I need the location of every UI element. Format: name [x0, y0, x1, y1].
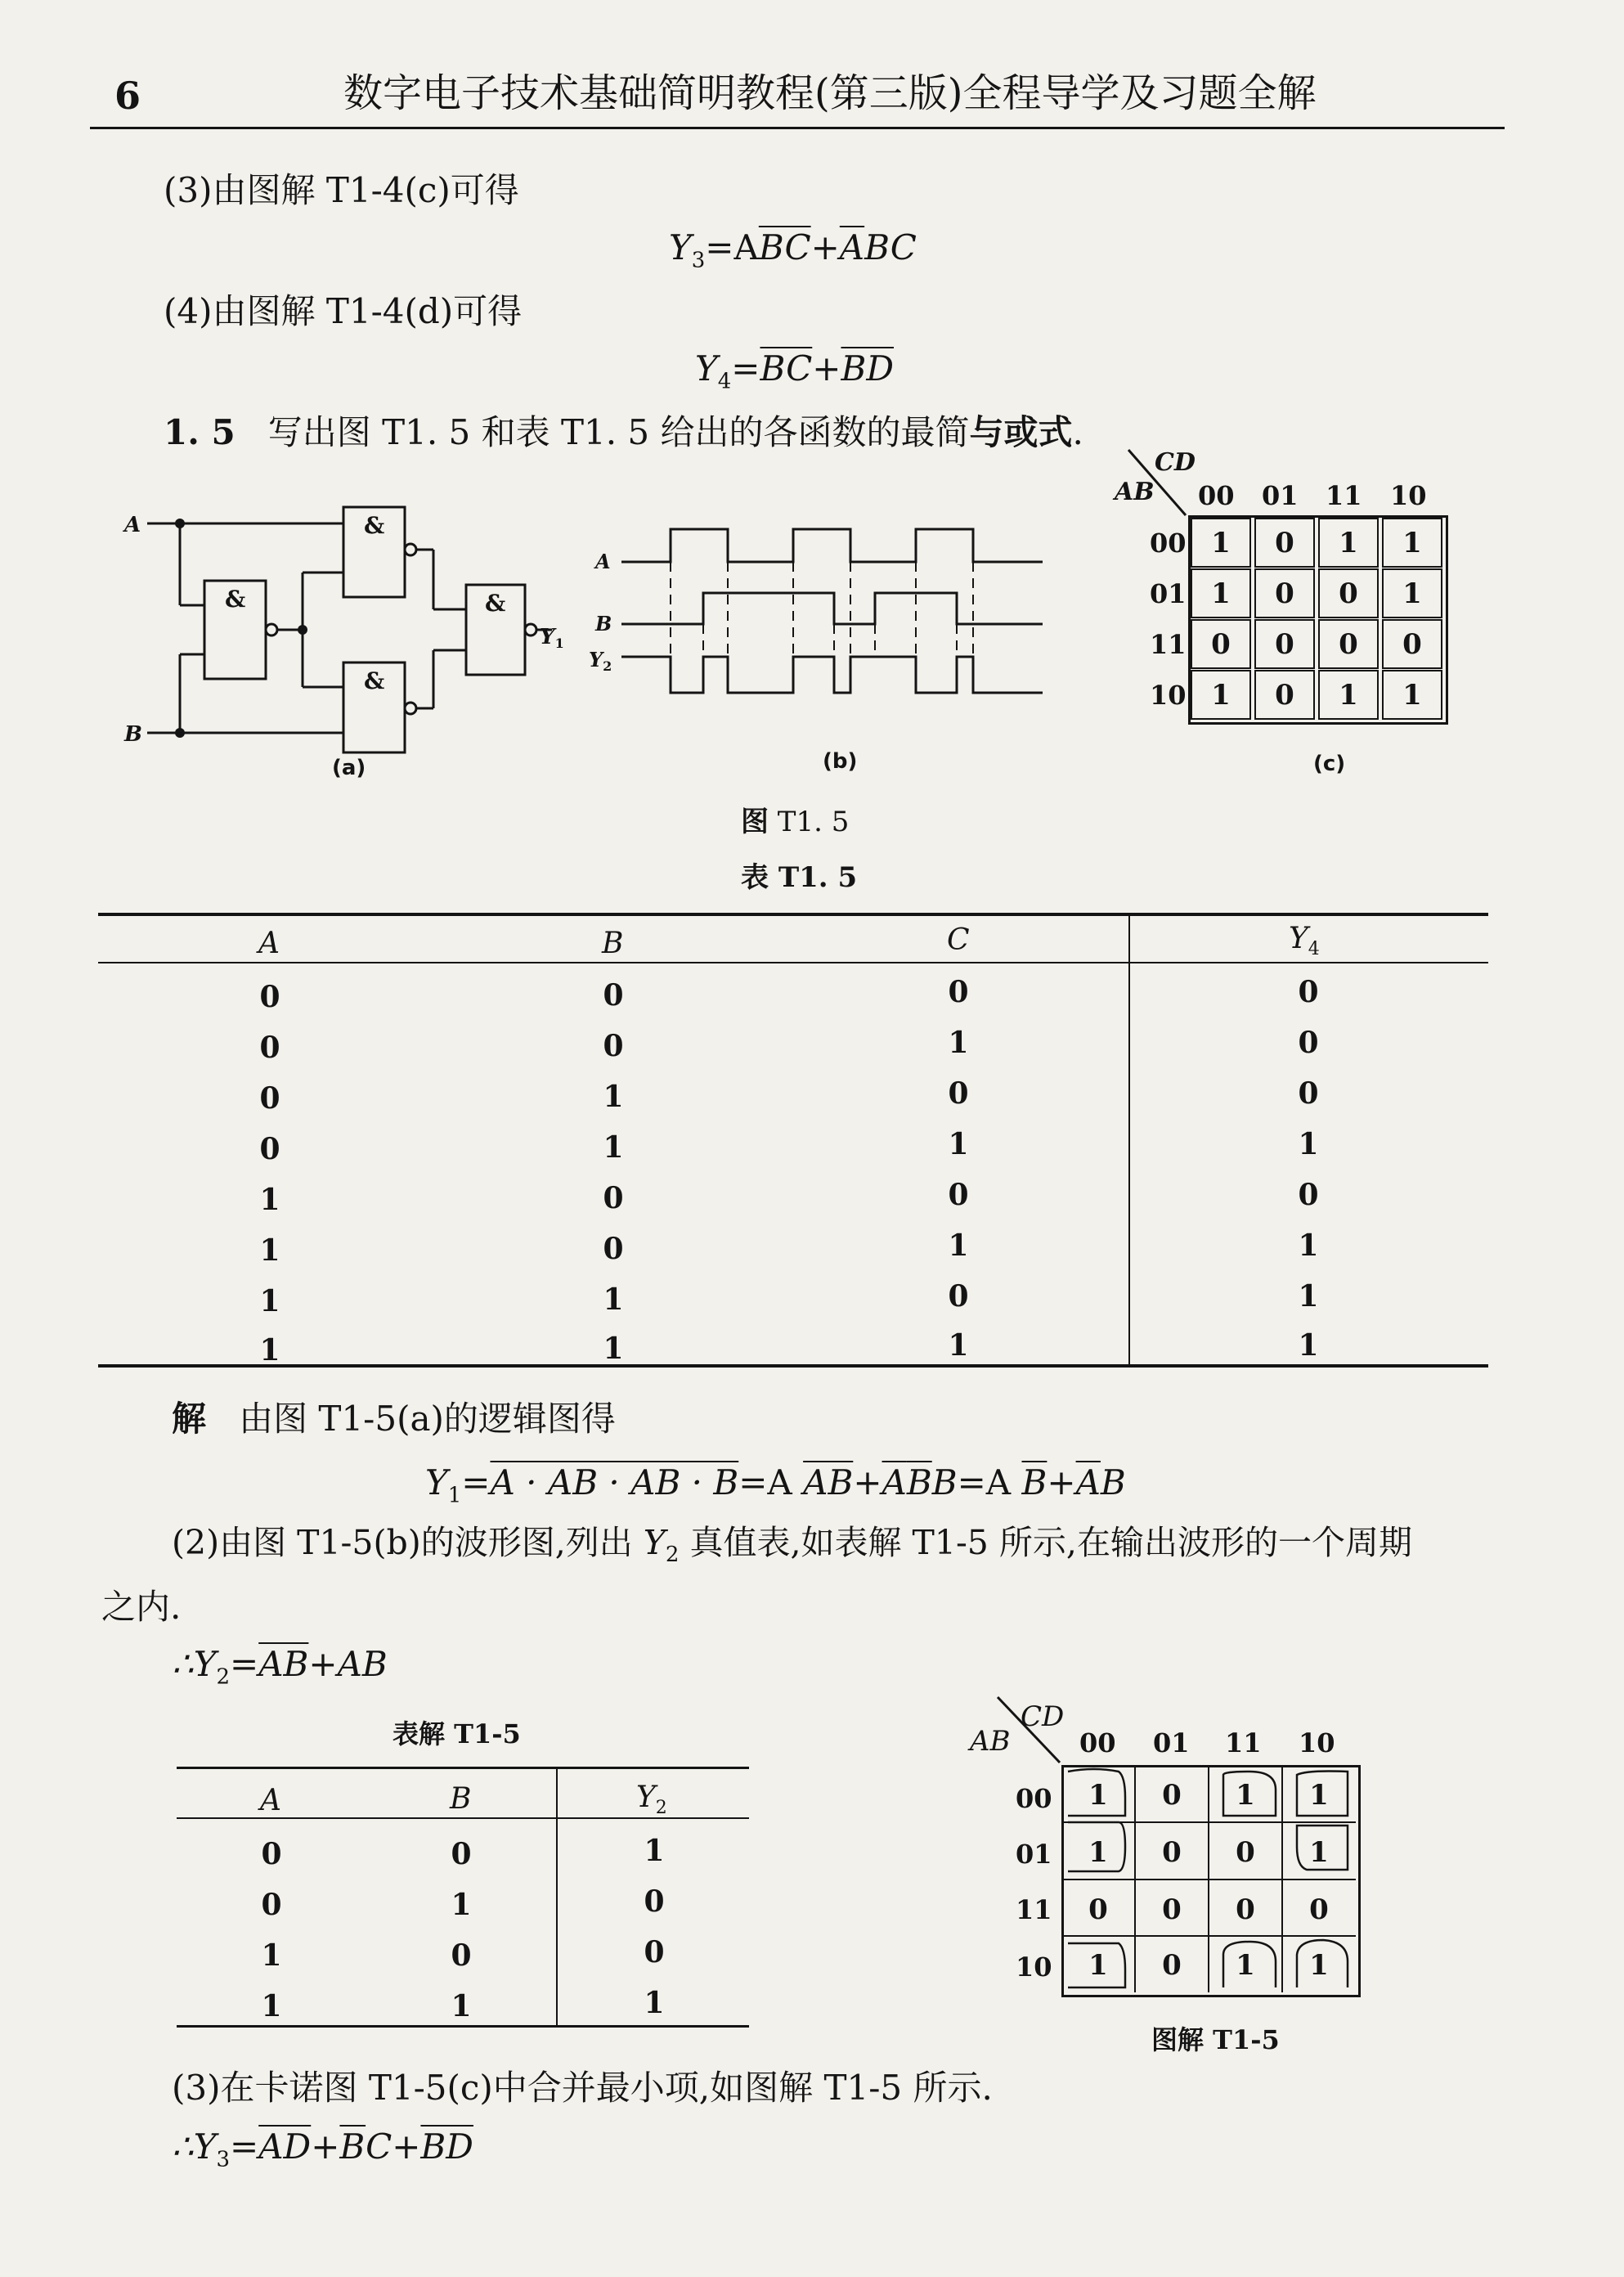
table1-cell: 1: [603, 1080, 624, 1114]
kmap-sol-col: 01: [1153, 1727, 1190, 1758]
and-gate-4-label: &: [485, 590, 506, 617]
kmap-c-cell: 1: [1382, 518, 1442, 568]
table2-cell: 1: [451, 1989, 472, 2023]
kmap-c-row: 01: [1150, 578, 1187, 609]
table1-cell: 1: [603, 1130, 624, 1165]
waveform-diagram: [589, 519, 1055, 716]
and-gate-1-label: &: [225, 586, 246, 613]
table2-cell: 0: [261, 1888, 282, 1922]
kmap-c-cell: 0: [1254, 619, 1315, 669]
table2-cell: 1: [261, 1989, 282, 2023]
table1-cell: 1: [603, 1332, 624, 1366]
table1-bottom-rule: [98, 1364, 1488, 1368]
logic-diagram: [123, 491, 581, 802]
kmap-sol-col: 11: [1225, 1727, 1262, 1758]
problem-statement: 1. 5 写出图 T1. 5 和表 T1. 5 给出的各函数的最简与或式.: [164, 412, 1083, 452]
table1-cell: 1: [1298, 1279, 1319, 1314]
table1-cell: 1: [948, 1328, 969, 1363]
table1-cell: 0: [1298, 975, 1319, 1009]
wave-y2-label: $Y_2$: [589, 648, 612, 674]
kmap-sol-row: 11: [1016, 1894, 1052, 1925]
table2-top-rule: [177, 1767, 749, 1769]
kmap-sol-cell: 1: [1236, 1778, 1255, 1812]
table1-cell: 0: [948, 1178, 969, 1212]
kmap-c-cell: 0: [1318, 619, 1379, 669]
table1-cell: 0: [259, 1031, 280, 1065]
kmap-c-row: 10: [1150, 680, 1187, 711]
header-rule: [90, 127, 1505, 129]
table2-caption: 表解 T1-5: [393, 1718, 521, 1749]
table1-cell: 0: [603, 1029, 624, 1063]
table1-cell: 0: [1298, 1076, 1319, 1111]
table1-cell: 0: [948, 1076, 969, 1111]
solution-intro: 解 由图 T1-5(a)的逻辑图得: [172, 1399, 616, 1439]
kmap-sol-cell: 0: [1088, 1893, 1108, 1926]
table2-cell: 0: [451, 1837, 472, 1871]
table1-cell: 1: [259, 1333, 280, 1368]
kmap-sol-cell: 1: [1309, 1948, 1329, 1982]
table1-header-b: B: [602, 927, 624, 960]
kmap-c-cd-label: CD: [1155, 448, 1196, 477]
wave-b-label: B: [595, 612, 612, 635]
caption-b: (b): [823, 749, 858, 774]
table2-header-a: A: [260, 1784, 281, 1817]
table1-header-rule: [98, 962, 1488, 963]
table1-cell: 1: [948, 1228, 969, 1263]
kmap-c-cell: 0: [1382, 619, 1442, 669]
kmap-c-cell: 0: [1191, 619, 1251, 669]
table2-bottom-rule: [177, 2025, 749, 2028]
table1-header-y4: $Y_4$: [1289, 922, 1320, 960]
input-b-label: B: [124, 722, 142, 747]
paragraph-4: (4)由图解 T1-4(d)可得: [164, 291, 523, 331]
kmap-sol-cell: 1: [1309, 1835, 1329, 1869]
table1-cell: 1: [259, 1233, 280, 1268]
table2-divider: [556, 1767, 558, 2027]
table1-cell: 1: [603, 1282, 624, 1317]
kmap-sol-cd-label: CD: [1021, 1700, 1065, 1733]
kmap-c-col: 00: [1198, 480, 1235, 511]
kmap-c-cell: 1: [1318, 670, 1379, 720]
kmap-c-cell: 1: [1191, 568, 1251, 618]
kmap-c-cell: 1: [1382, 670, 1442, 720]
table2-cell: 0: [644, 1884, 665, 1919]
kmap-sol-cell: 0: [1162, 1893, 1182, 1926]
kmap-sol-cell: 1: [1088, 1778, 1108, 1812]
kmap-sol-cell: 0: [1162, 1948, 1182, 1982]
running-title: 数字电子技术基础简明教程(第三版)全程导学及习题全解: [343, 70, 1317, 116]
kmap-sol-cell: 1: [1088, 1948, 1108, 1982]
table1-cell: 1: [1298, 1127, 1319, 1161]
kmap-c-cell: 0: [1254, 670, 1315, 720]
kmap-c-row: 00: [1150, 528, 1187, 559]
table2-cell: 0: [644, 1935, 665, 1969]
table1-divider: [1128, 913, 1130, 1368]
figure-caption: 图 T1. 5: [741, 806, 850, 838]
equation-y4: $Y_4=\overline{BC}+\overline{BD}$: [695, 348, 895, 394]
table1-cell: 1: [259, 1183, 280, 1217]
table1-cell: 0: [1298, 1178, 1319, 1212]
table1-cell: 0: [259, 980, 280, 1014]
table1-cell: 0: [603, 978, 624, 1013]
table1-header-a: A: [258, 927, 280, 960]
input-a-label: A: [124, 513, 141, 537]
output-y1-label: Y1: [540, 625, 564, 651]
table2-cell: 1: [451, 1888, 472, 1922]
kmap-c-col: 01: [1262, 480, 1299, 511]
paragraph-2: (2)由图 T1-5(b)的波形图,列出 $Y_2$ 真值表,如表解 T1-5 所示,在输出波形的一个周期: [172, 1523, 1412, 1568]
equation-y2: $\therefore Y_2=\overline{AB}+AB$: [172, 1644, 388, 1690]
kmap-c-cell: 1: [1191, 670, 1251, 720]
kmap-c-cell: 1: [1382, 568, 1442, 618]
kmap-c-ab-label: AB: [1115, 478, 1155, 506]
paragraph-3: (3)由图解 T1-4(c)可得: [164, 170, 519, 210]
table1-cell: 0: [948, 975, 969, 1009]
kmap-c-col: 11: [1326, 480, 1362, 511]
table2-header-y2: $Y_2$: [636, 1781, 667, 1819]
kmap-c-col: 10: [1390, 480, 1427, 511]
kmap-sol-cell: 1: [1088, 1835, 1108, 1869]
kmap-sol-cell: 1: [1236, 1948, 1255, 1982]
kmap-solution: [970, 1693, 1411, 2069]
table1-cell: 0: [603, 1181, 624, 1215]
wave-a-label: A: [595, 550, 611, 573]
table2-cell: 0: [261, 1837, 282, 1871]
kmap-c-cell: 1: [1318, 518, 1379, 568]
kmap-c-cell: 0: [1318, 568, 1379, 618]
equation-y3-final: $\therefore Y_3=\overline{AD}+\overline{B}C+\overline{BD}$: [172, 2127, 473, 2172]
table2-header-b: B: [450, 1782, 472, 1816]
caption-a: (a): [332, 756, 366, 780]
table1-top-rule: [98, 913, 1488, 916]
kmap-c-row: 11: [1150, 629, 1187, 660]
kmap-c: [1112, 446, 1488, 776]
kmap-c-cell: 0: [1254, 518, 1315, 568]
table1-cell: 1: [948, 1026, 969, 1060]
kmap-sol-cell: 0: [1236, 1893, 1255, 1926]
and-gate-3-label: &: [364, 667, 385, 694]
kmap-sol-col: 10: [1299, 1727, 1335, 1758]
table1-cell: 1: [1298, 1228, 1319, 1263]
table1-cell: 1: [1298, 1328, 1319, 1363]
kmap-sol-cell: 0: [1309, 1893, 1329, 1926]
page-number: 6: [114, 74, 141, 118]
table2-cell: 0: [451, 1938, 472, 1973]
paragraph-final: (3)在卡诺图 T1-5(c)中合并最小项,如图解 T1-5 所示.: [172, 2068, 993, 2108]
kmap-sol-row: 00: [1016, 1783, 1052, 1814]
kmap-sol-cell: 0: [1162, 1778, 1182, 1812]
kmap-c-cell: 0: [1254, 568, 1315, 618]
table1-header-c: C: [947, 923, 970, 957]
and-gate-2-label: &: [364, 512, 385, 539]
kmap-c-cell: 1: [1191, 518, 1251, 568]
table1-cell: 0: [603, 1232, 624, 1266]
kmap-sol-cell: 1: [1309, 1778, 1329, 1812]
kmap-sol-ab-label: AB: [970, 1725, 1011, 1758]
table-caption: 表 T1. 5: [741, 861, 858, 894]
kmap-sol-row: 01: [1016, 1839, 1052, 1870]
kmap-sol-cell: 0: [1162, 1835, 1182, 1869]
kmap-sol-caption: 图解 T1-5: [1151, 2024, 1280, 2055]
table1-cell: 1: [948, 1127, 969, 1161]
equation-y1: $Y_1=A$ · AB · AB · B=A $\overline{AB}+\overline{A}\overline{B}B=A$ $\overline{B}+\overline{A}B$: [425, 1462, 1126, 1508]
table2-cell: 1: [644, 1834, 665, 1868]
table1-cell: 0: [259, 1081, 280, 1116]
kmap-sol-cell: 0: [1236, 1835, 1255, 1869]
table2-cell: 1: [261, 1938, 282, 1973]
table1-cell: 1: [259, 1284, 280, 1318]
table1-cell: 0: [948, 1279, 969, 1314]
equation-y3: $Y_3=A\overline{BC}+\overline{A}BC$: [669, 227, 917, 273]
kmap-sol-col: 00: [1079, 1727, 1116, 1758]
kmap-sol-row: 10: [1016, 1951, 1052, 1983]
table2-cell: 1: [644, 1986, 665, 2020]
caption-c: (c): [1313, 752, 1346, 776]
table1-cell: 0: [259, 1132, 280, 1166]
paragraph-2-cont: 之内.: [101, 1587, 182, 1627]
table1-cell: 0: [1298, 1026, 1319, 1060]
